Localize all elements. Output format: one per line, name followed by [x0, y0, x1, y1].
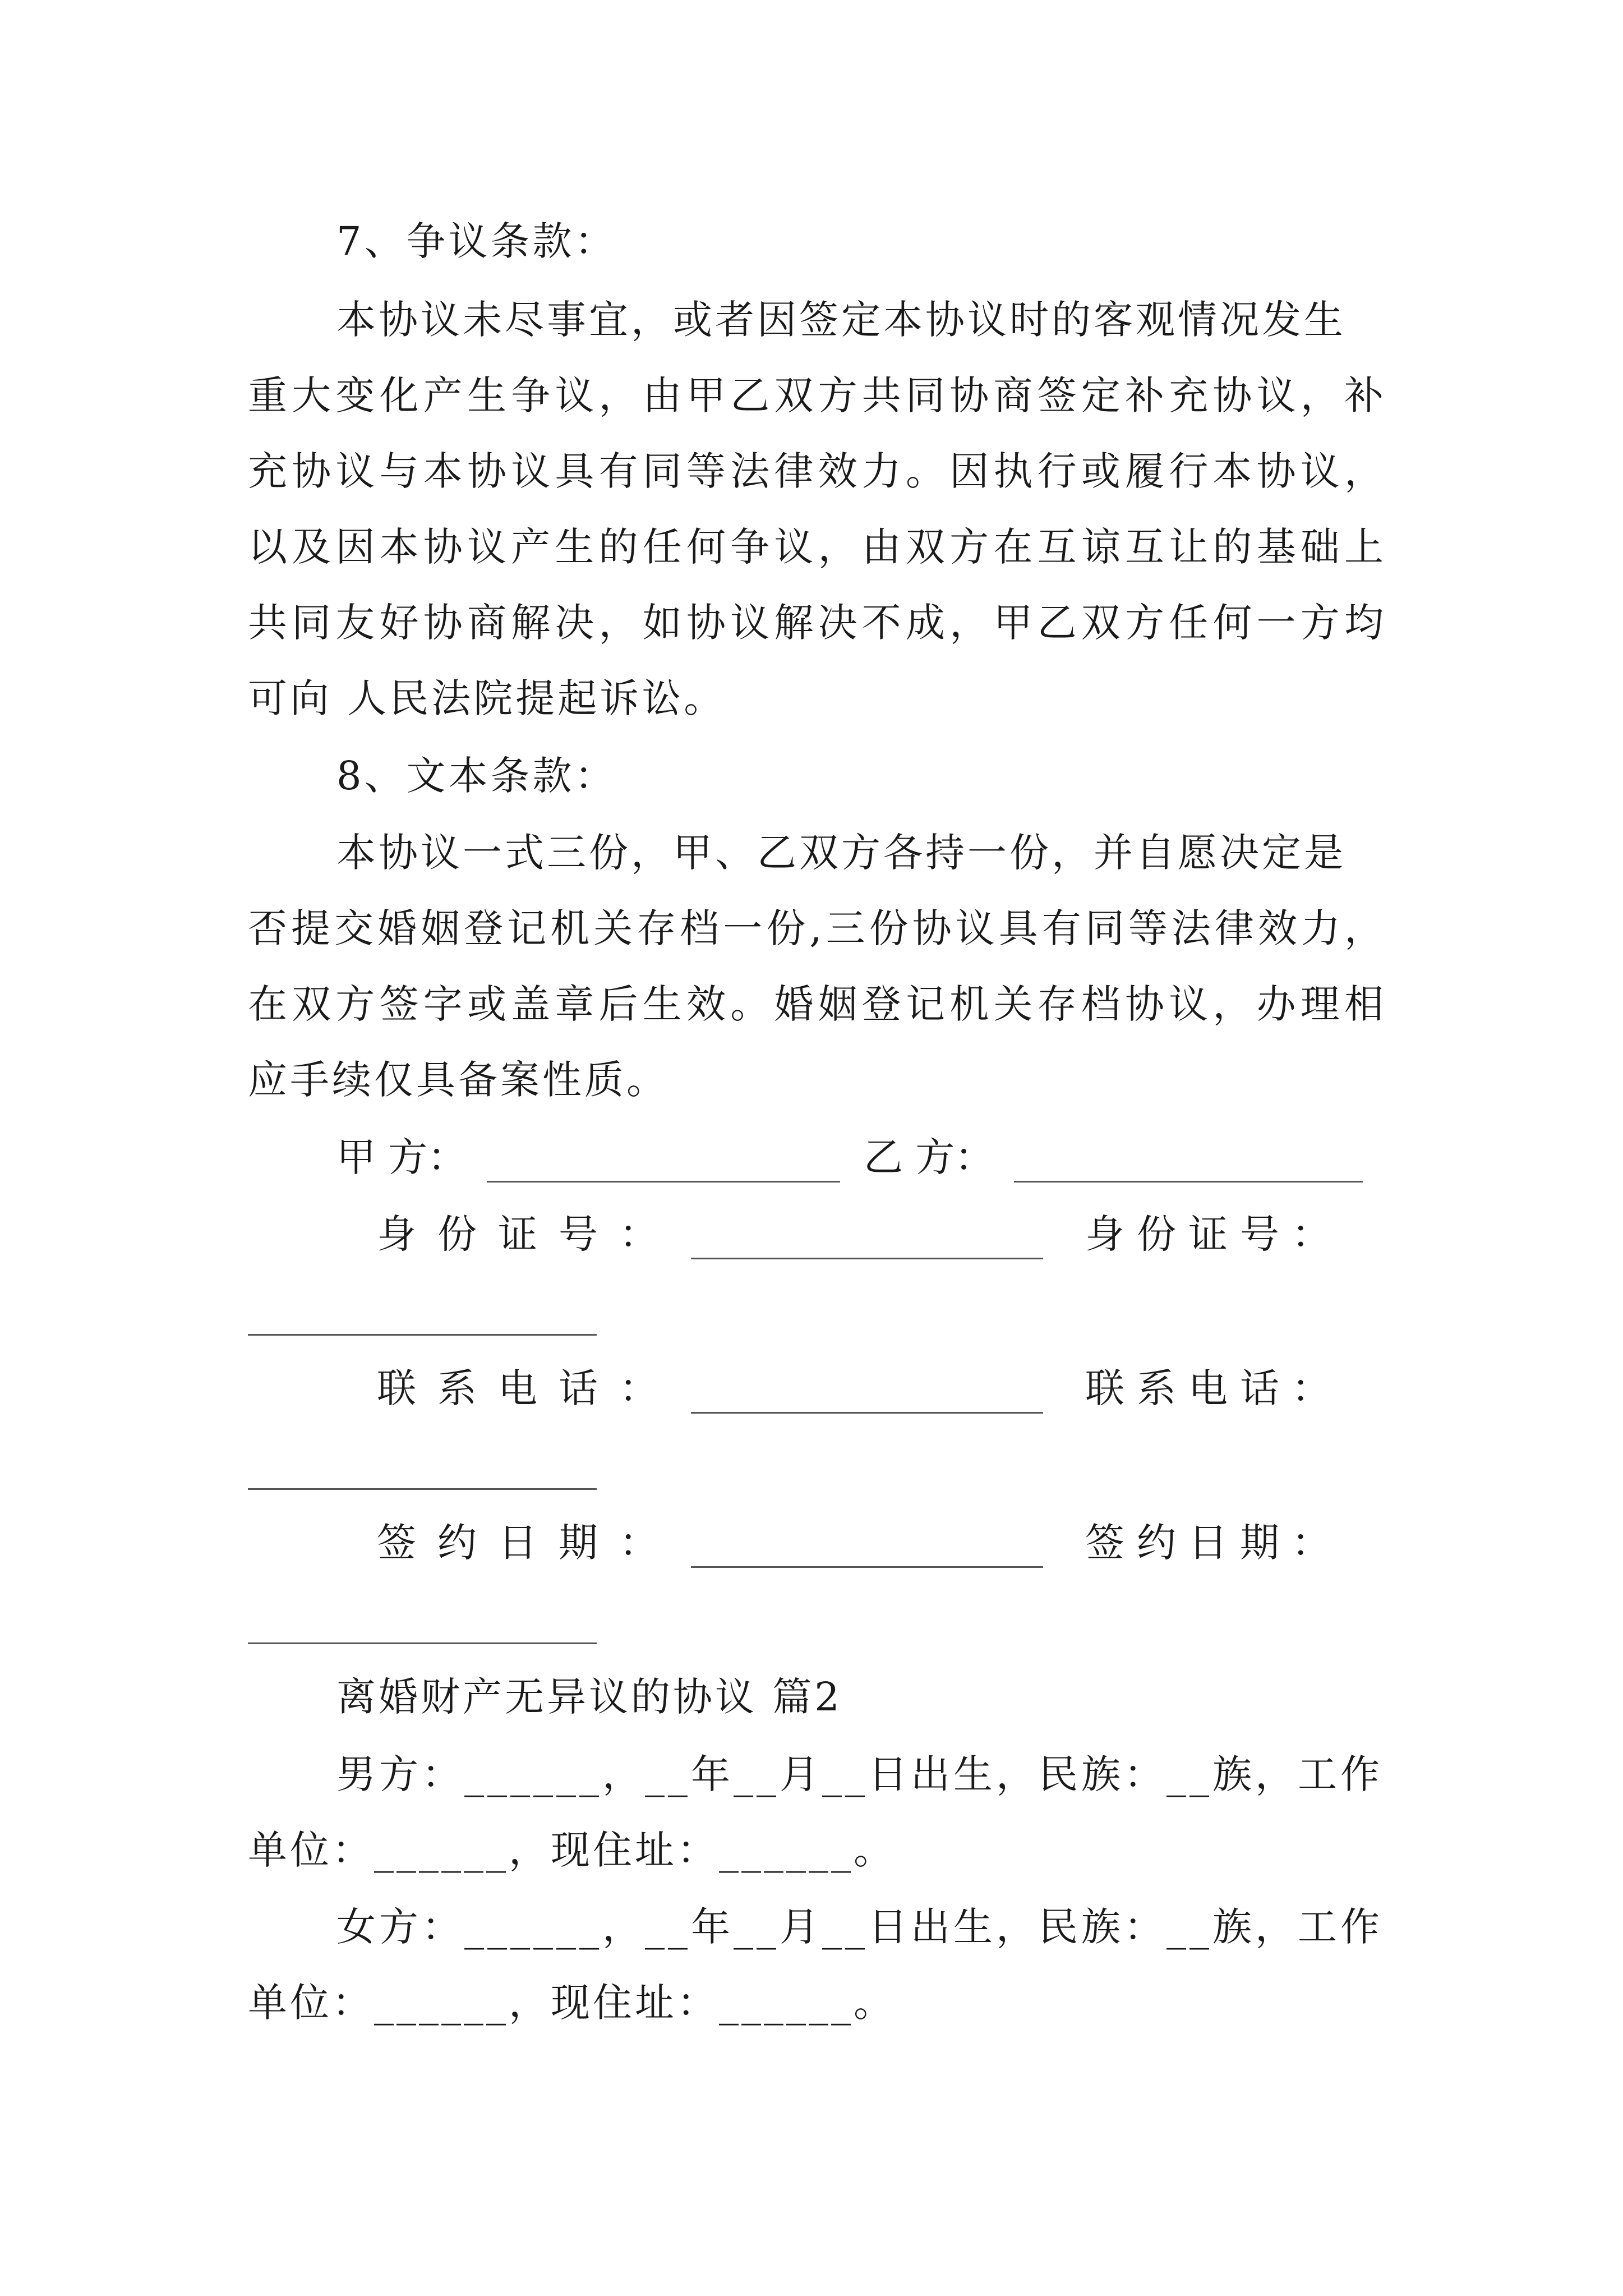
clause7-line-3: 充协议与本协议具有同等法律效力。因执行或履行本协议，: [248, 448, 1386, 494]
female-info-line-2: 单位：______，现住址：______。: [248, 1980, 896, 2026]
clause7-line-2: 重大变化产生争议，由甲乙双方共同协商签定补充协议，补: [248, 372, 1386, 418]
clause7-line-5: 共同友好协商解决，如协议解决不成，甲乙双方任何一方均: [248, 600, 1386, 646]
clause7-heading: 7、争议条款：: [336, 218, 617, 264]
party-a-label: 甲 方：: [336, 1134, 467, 1180]
party-a-date-blank: [691, 1566, 1043, 1568]
party-a-id-blank: [691, 1258, 1043, 1259]
party-b-blank: [1014, 1181, 1363, 1182]
clause7-line-6: 可向 人民法院提起诉讼。: [248, 675, 726, 721]
clause8-line-3: 在双方签字或盖章后生效。婚姻登记机关存档协议，办理相: [248, 981, 1386, 1027]
clause7-line-1: 本协议未尽事宜，或者因签定本协议时的客观情况发生: [336, 297, 1346, 343]
section2-title: 离婚财产无异议的协议 篇2: [336, 1674, 842, 1720]
party-a-blank: [487, 1181, 840, 1182]
party-a-date-label: 签约日期：: [377, 1520, 680, 1566]
clause8-line-2: 否提交婚姻登记机关存档一份,三份协议具有同等法律效力，: [248, 905, 1386, 951]
party-b-date-blank: [248, 1642, 597, 1644]
party-b-id-label: 身份证号：: [1085, 1211, 1343, 1257]
party-b-id-blank: [248, 1334, 597, 1336]
clause8-line-4: 应手续仅具备案性质。: [248, 1057, 668, 1103]
party-a-phone-blank: [691, 1412, 1043, 1414]
male-info-line-2: 单位：______，现住址：______。: [248, 1827, 896, 1873]
party-a-phone-label: 联系电话：: [377, 1365, 680, 1411]
party-b-date-label: 签约日期：: [1085, 1520, 1343, 1566]
clause8-heading: 8、文本条款：: [336, 753, 617, 799]
party-b-phone-label: 联系电话：: [1085, 1365, 1343, 1411]
party-b-phone-blank: [248, 1488, 597, 1490]
female-info-line-1: 女方：______，__年__月__日出生，民族：__族，工作: [336, 1904, 1383, 1950]
clause7-line-4: 以及因本协议产生的任何争议，由双方在互谅互让的基础上: [248, 524, 1386, 570]
party-a-id-label: 身份证号：: [377, 1211, 680, 1257]
male-info-line-1: 男方：______，__年__月__日出生，民族：__族，工作: [336, 1751, 1383, 1797]
party-b-label: 乙 方：: [864, 1134, 994, 1180]
clause8-line-1: 本协议一式三份，甲、乙双方各持一份，并自愿决定是: [336, 830, 1346, 876]
